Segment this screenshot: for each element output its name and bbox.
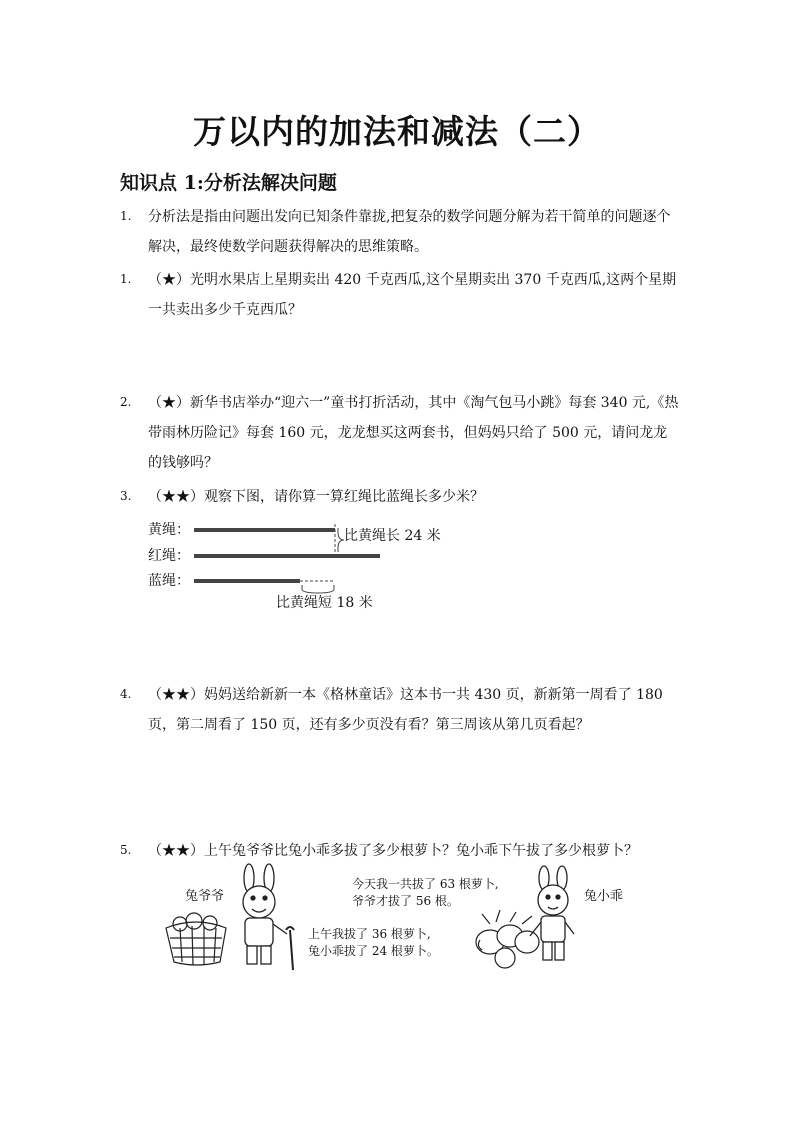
item-text: （★）光明水果店上星期卖出 420 千克西瓜,这个星期卖出 370 千克西瓜,这两个星期一共卖出多少千克西瓜？ [148, 272, 677, 318]
item-number: 3. [120, 489, 132, 503]
rope-diagram [148, 514, 448, 614]
section-heading: 知识点 1:分析法解决问题 [120, 172, 337, 194]
bubble-line: 今天我一共拔了 63 根萝卜, [352, 877, 499, 891]
rabbit-illustration [160, 862, 640, 974]
item-text: （★）新华书店举办“迎六一”童书打折活动，其中《淘气包马小跳》每套 340 元,《热带雨林历险记》每套 160 元，龙龙想买这两套书，但妈妈只给了 500 元，请问龙龙的钱够吗？ [148, 395, 679, 471]
bubble-line: 兔小乖拔了 24 根萝卜。 [308, 944, 439, 958]
item-text: （★★）妈妈送给新新一本《格林童话》这本书一共 430 页，新新第一周看了 180 页，第二周看了 150 页，还有多少页没有看？第三周该从第几页看起？ [148, 687, 663, 733]
longer-annotation: 比黄绳长 24 米 [344, 528, 441, 544]
page-title: 万以内的加法和减法（二） [193, 112, 601, 151]
blue-rope-label: 蓝绳： [148, 573, 190, 589]
item-number: 4. [120, 687, 132, 701]
xiaoguai-label: 兔小乖 [584, 889, 624, 904]
grandpa-label: 兔爷爷 [185, 889, 225, 904]
item-text: （★★）上午兔爷爷比兔小乖多拔了多少根萝卜？兔小乖下午拔了多少根萝卜？ [148, 843, 638, 859]
bubble-line: 爷爷才拔了 56 根。 [352, 894, 459, 908]
shorter-annotation: 比黄绳短 18 米 [276, 595, 373, 611]
item-number: 5. [120, 843, 132, 857]
yellow-rope-label: 黄绳： [148, 522, 190, 538]
bubble-line: 上午我拔了 36 根萝卜, [308, 927, 431, 941]
item-number: 1. [120, 209, 132, 223]
speech-bubble-grandpa [308, 926, 439, 960]
red-rope-label: 红绳： [148, 548, 190, 564]
item-number: 1. [120, 272, 132, 286]
basket-icon [166, 913, 226, 965]
item-text: 分析法是指由问题出发向已知条件靠拢,把复杂的数学问题分解为若干简单的问题逐个解决，最终使数学问题获得解决的思维策略。 [148, 209, 671, 255]
grandpa-rabbit-icon [243, 864, 294, 970]
speech-bubble-xiaoguai [352, 876, 499, 910]
carrot-pile-icon [476, 910, 539, 968]
item-text: （★★）观察下图，请你算一算红绳比蓝绳长多少米？ [148, 489, 484, 505]
item-number: 2. [120, 395, 132, 409]
